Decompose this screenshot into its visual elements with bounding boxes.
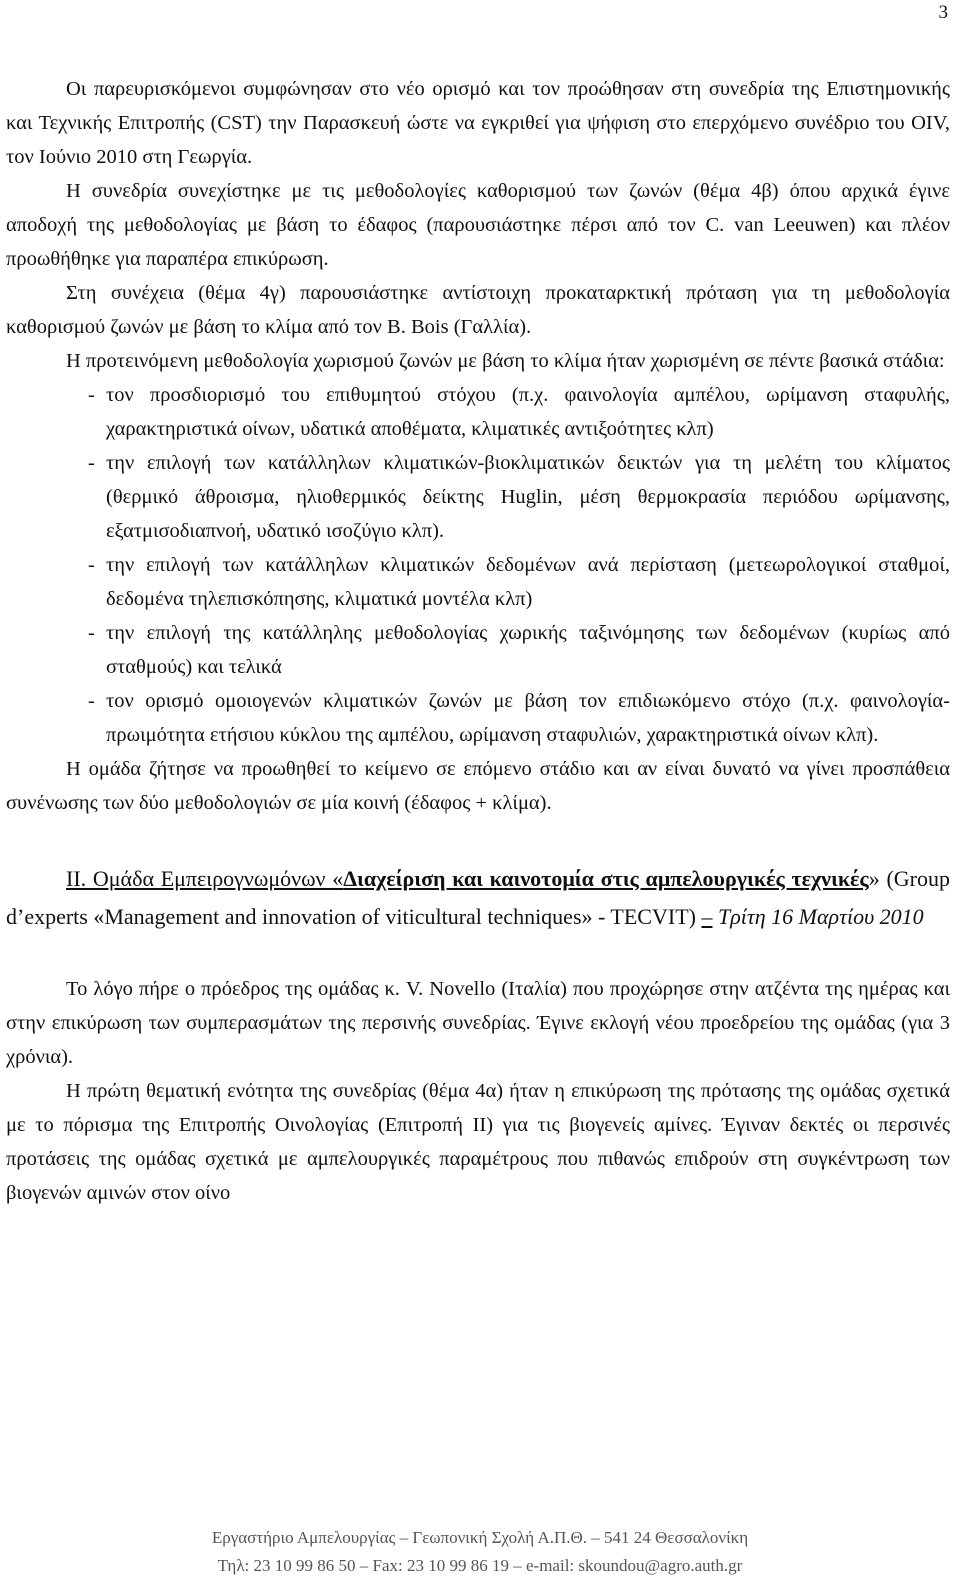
footer-address: Εργαστήριο Αμπελουργίας – Γεωπονική Σχολή Α.Π.Θ. – 541 24 Θεσσαλονίκη <box>211 1528 749 1547</box>
paragraph-climate-zoning: Στη συνέχεια (θέμα 4γ) παρουσιάστηκε αντίστοιχη προκαταρκτική πρόταση για τη μεθοδολογία καθορισμού ζωνών με βάση το κλίμα από τον B. Bois (Γαλλία). <box>6 282 950 338</box>
section-separator: – <box>701 904 713 929</box>
section-label: ΙΙ. Ομάδα Εμπειρογνωμόνων « <box>66 866 344 891</box>
paragraph-biogenic-amines: Η πρώτη θεματική ενότητα της συνεδρίας (θέμα 4α) ήταν η επικύρωση της πρότασης της ομάδας σχετικά με το πόρισμα της Επιτροπής Οινολογίας (Επιτροπή ΙΙ) για τις βιογενείς αμίνες. Έγιναν δεκτές οι περσινές προτάσεις της ομάδας σχετικά με αμπελουργικές παραμέτρους που πιθανώς επιδρούν στη συγκέντρωση των βιογενών αμινών στον οίνο <box>6 1080 950 1204</box>
section-date: Τρίτη 16 Μαρτίου 2010 <box>717 904 924 929</box>
list-item: - την επιλογή των κατάλληλων κλιματικών-βιοκλιματικών δεικτών για τη μελέτη του κλίματος (θερμικό άθροισμα, ηλιοθερμικός δείκτης Huglin, μέση θερμοκρασία περιόδου ωρίμανσης, εξατμισοδιαπνοή, υδατικό ισοζύγιο κλπ). <box>106 446 950 548</box>
document-body <box>6 72 950 1210</box>
paragraph-soil-zoning: Η συνεδρία συνεχίστηκε με τις μεθοδολογίες καθορισμού των ζωνών (θέμα 4β) όπου αρχικά έγινε αποδοχή της μεθοδολογίας με βάση το έδαφος (παρουσιάστηκε πέρσι από τον C. van Leeuwen) και πλέον προωθήθηκε για παραπέρα επικύρωση. <box>6 180 950 270</box>
list-dash: - <box>88 554 95 576</box>
list-dash: - <box>88 452 95 474</box>
stages-list <box>6 378 950 752</box>
paragraph-merge-request: Η ομάδα ζήτησε να προωθηθεί το κείμενο σε επόμενο στάδιο και αν είναι δυνατό να γίνει προσπάθεια συνένωσης των δύο μεθοδολογιών σε μία κοινή (έδαφος + κλίμα). <box>6 758 950 814</box>
paragraph-chair-novello: Το λόγο πήρε ο πρόεδρος της ομάδας κ. V. Novello (Ιταλία) που προχώρησε στην ατζέντα της ημέρας και στην επικύρωση των συμπερασμάτων της περσινής συνεδρίας. Έγινε εκλογή νέου προεδρείου της ομάδας (για 3 χρόνια). <box>6 978 950 1068</box>
list-item: - την επιλογή της κατάλληλης μεθοδολογίας χωρικής ταξινόμησης των δεδομένων (κυρίως από σταθμούς) και τελικά <box>106 616 950 684</box>
list-dash: - <box>88 690 95 712</box>
list-dash: - <box>88 622 95 644</box>
section-english-title: » (Group d’experts «Management and innovation of viticultural techniques» - TECVIT) <box>6 866 950 929</box>
footer-contact: Τηλ: 23 10 99 86 50 – Fax: 23 10 99 86 19 – e-mail: skoundou@agro.auth.gr <box>217 1556 743 1575</box>
list-dash: - <box>88 384 95 406</box>
section-heading <box>6 860 950 936</box>
list-item: - τον ορισμό ομοιογενών κλιματικών ζωνών με βάση τον επιδιωκόμενο στόχο (π.χ. φαινολογία-πρωιμότητα ετήσιου κύκλου της αμπέλου, ωρίμανση σταφυλιών, χαρακτηριστικά οίνων κλπ). <box>106 684 950 752</box>
paragraph-stages-intro: Η προτεινόμενη μεθοδολογία χωρισμού ζωνών με βάση το κλίμα ήταν χωρισμένη σε πέντε βασικά στάδια: <box>66 350 945 372</box>
paragraph-cst-approval: Οι παρευρισκόμενοι συμφώνησαν στο νέο ορισμό και τον προώθησαν στη συνεδρία της Επιστημονικής και Τεχνικής Επιτροπής (CST) την Παρασκευή ώστε να εγκριθεί για ψήφιση στο επερχόμενο συνέδριο του OIV, τον Ιούνιο 2010 στη Γεωργία. <box>6 78 950 168</box>
page-number: 3 <box>938 2 948 23</box>
list-item: - τον προσδιορισμό του επιθυμητού στόχου (π.χ. φαινολογία αμπέλου, ωρίμανση σταφυλής, χαρακτηριστικά οίνων, υδατικά αποθέματα, κλιματικές αντιξοότητες κλπ) <box>106 378 950 446</box>
section-title: Διαχείριση και καινοτομία στις αμπελουργικές τεχνικές <box>343 866 869 891</box>
list-item: - την επιλογή των κατάλληλων κλιματικών δεδομένων ανά περίσταση (μετεωρολογικοί σταθμοί, δεδομένα τηλεπισκόπησης, κλιματικά μοντέλα κλπ) <box>106 548 950 616</box>
